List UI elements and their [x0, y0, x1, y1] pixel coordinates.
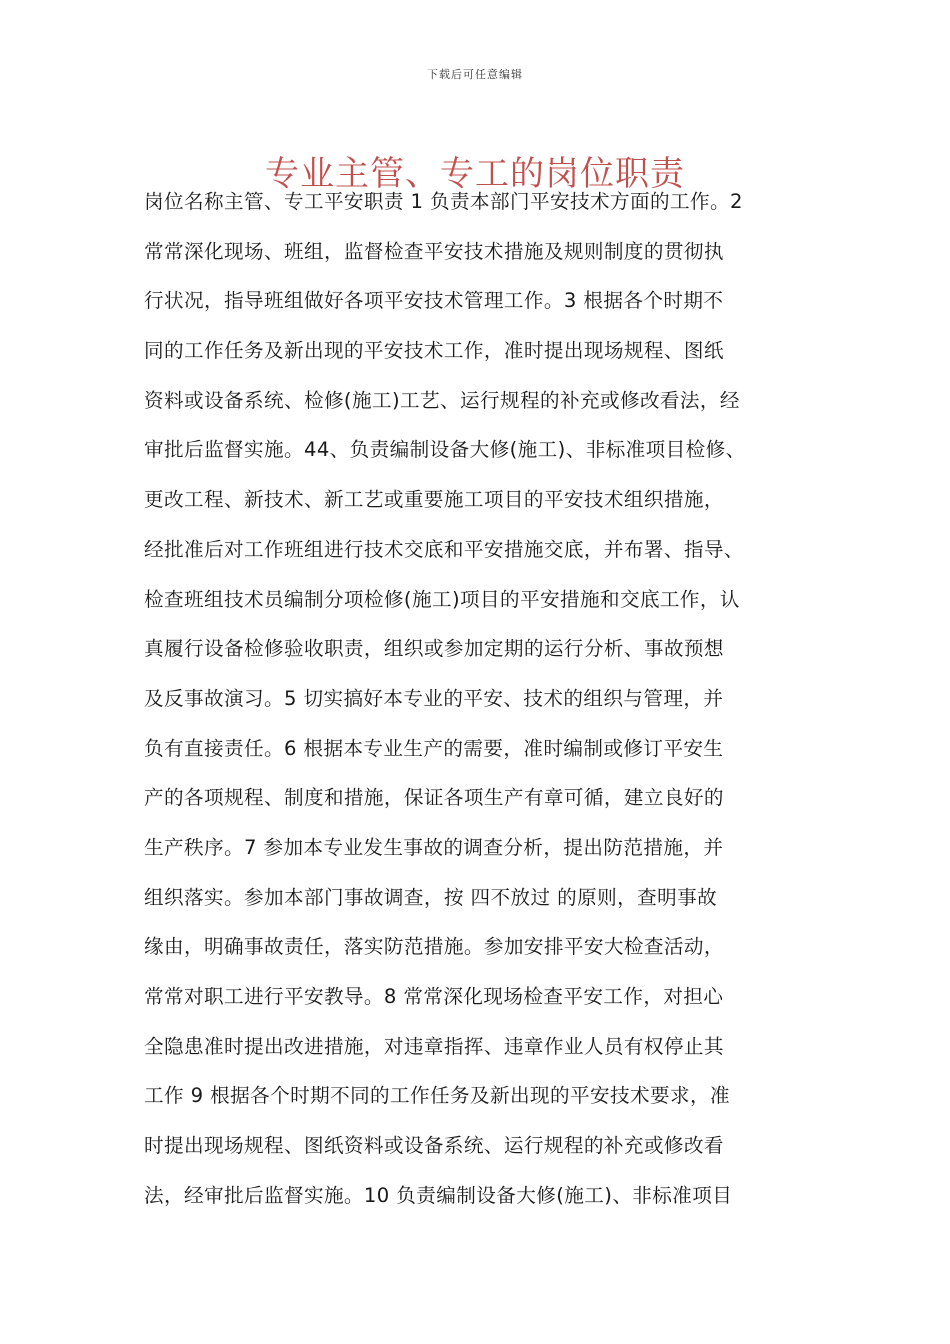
- body-line: 常常对职工进行平安教导。8 常常深化现场检查平安工作，对担心: [144, 985, 724, 1008]
- body-line: 负有直接责任。6 根据本专业生产的需要，准时编制或修订平安生: [144, 736, 724, 760]
- body-line: 检查班组技术员编制分项检修(施工)项目的平安措施和交底工作，认: [144, 587, 740, 611]
- body-line: 产的各项规程、制度和措施，保证各项生产有章可循，建立良好的: [144, 786, 724, 810]
- body-line: 常常深化现场、班组，监督检查平安技术措施及规则制度的贯彻执: [144, 239, 724, 263]
- body-line: 更改工程、新技术、新工艺或重要施工项目的平安技术组织措施，: [144, 488, 724, 512]
- header-note: 下载后可任意编辑: [427, 68, 523, 81]
- body-line: 工作 9 根据各个时期不同的工作任务及新出现的平安技术要求，准: [144, 1084, 730, 1108]
- body-line: 法，经审批后监督实施。10 负责编制设备大修(施工)、非标准项目: [144, 1183, 733, 1207]
- body-line: 资料或设备系统、检修(施工)工艺、运行规程的补充或修改看法，经: [144, 388, 740, 412]
- body-line: 缘由，明确事故责任，落实防范措施。参加安排平安大检查活动，: [144, 935, 724, 959]
- body-line: 审批后监督实施。44、负责编制设备大修(施工)、非标准项目检修、: [144, 438, 746, 462]
- body-line: 及反事故演习。5 切实搞好本专业的平安、技术的组织与管理，并: [144, 686, 724, 710]
- body-line: 组织落实。参加本部门事故调查，按 四不放过 的原则，查明事故: [144, 885, 718, 909]
- body-line: 真履行设备检修验收职责，组织或参加定期的运行分析、事故预想: [144, 637, 724, 661]
- body-line: 同的工作任务及新出现的平安技术工作，准时提出现场规程、图纸: [144, 339, 724, 363]
- body-line: 岗位名称主管、专工平安职责 1 负责本部门平安技术方面的工作。2: [144, 190, 743, 213]
- body-line: 全隐患准时提出改进措施，对违章指挥、违章作业人员有权停止其: [144, 1034, 724, 1058]
- body-line: 经批准后对工作班组进行技术交底和平安措施交底，并布署、指导、: [144, 537, 744, 561]
- body-line: 时提出现场规程、图纸资料或设备系统、运行规程的补充或修改看: [144, 1134, 724, 1158]
- body-line: 行状况，指导班组做好各项平安技术管理工作。3 根据各个时期不: [144, 289, 724, 313]
- document-body: [144, 177, 816, 1220]
- document-title: 专业主管、专工的岗位职责: [265, 153, 685, 194]
- body-line: 生产秩序。7 参加本专业发生事故的调查分析，提出防范措施，并: [144, 835, 724, 859]
